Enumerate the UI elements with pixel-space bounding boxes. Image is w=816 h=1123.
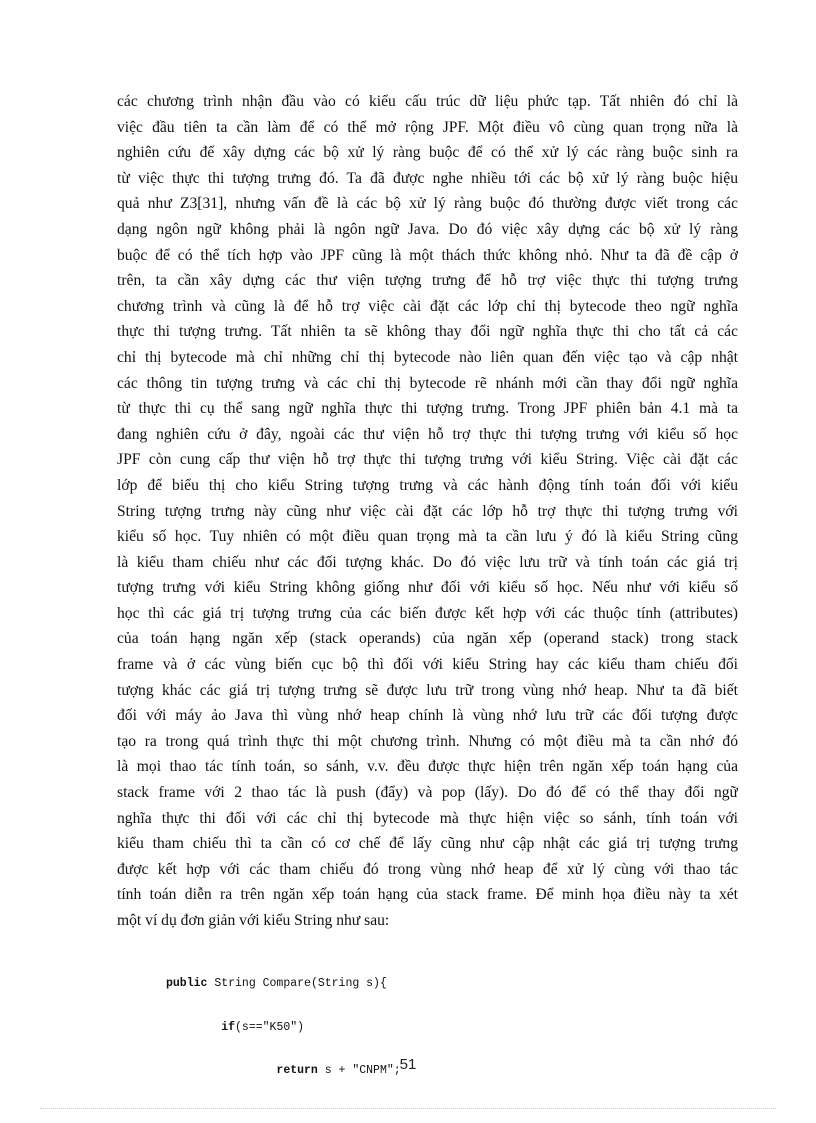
paragraph-line: dạng ngôn ngữ không phải là ngôn ngữ Java. Do đó việc xây dựng các bộ xử lý ràng: [117, 220, 738, 238]
body-paragraph: [117, 89, 738, 934]
paragraph-line: đang nghiên cứu ở đây, ngoài các thư viện hỗ trợ thực thi tượng trưng với kiểu số học: [117, 425, 738, 443]
code-indent: [166, 1021, 221, 1034]
paragraph-line: là mọi thao tác tính toán, so sánh, v.v. đều được thực hiện trên ngăn xếp toán hạng của: [117, 758, 738, 776]
code-line: [166, 1021, 401, 1036]
page-bottom-divider: [40, 1108, 776, 1109]
paragraph-line: từ thực thi cụ thể sang ngữ nghĩa thực thi tượng trưng. Trong JPF phiên bản 4.1 mà ta: [117, 400, 738, 418]
paragraph-line: stack frame với 2 thao tác là push (đẩy) và pop (lấy). Do đó để có thể thay đổi ngữ: [117, 784, 738, 802]
paragraph-line: tượng khác các giá trị tượng trưng sẽ được lưu trữ trong vùng nhớ heap. Như ta đã biết: [117, 681, 738, 699]
paragraph-line: từ việc thực thi tượng trưng đó. Ta đã được nghe nhiều tới các bộ xử lý ràng buộc hiệu: [117, 169, 738, 187]
code-snippet: [166, 948, 401, 1108]
paragraph-line: nghiên cứu để xây dựng các bộ xử lý ràng buộc để có thể xử lý các ràng buộc sinh ra: [117, 144, 738, 162]
paragraph-line: trên, ta cần xây dựng các thư viện tượng trưng để hỗ trợ việc thực thi tượng trưng: [117, 272, 738, 290]
code-keyword: if: [221, 1020, 236, 1034]
paragraph-line: String tượng trưng này cũng như việc cài đặt các lớp hỗ trợ thực thi tượng trưng với: [117, 502, 738, 520]
paragraph-line: chương trình và cũng là để hỗ trợ việc cài đặt các lớp chỉ thị bytecode theo ngữ nghĩa: [117, 297, 738, 315]
code-text: String Compare(String s){: [207, 977, 387, 990]
paragraph-line: các thông tin tượng trưng và các chỉ thị bytecode rẽ nhánh mới cần thay đổi ngữ nghĩa: [117, 374, 738, 392]
page-number: 51: [399, 1056, 417, 1073]
paragraph-line: buộc để có thể tích hợp vào JPF cũng là một thách thức không nhỏ. Như ta đã đề cập ở: [117, 246, 738, 264]
paragraph-line: của toán hạng ngăn xếp (stack operands) của ngăn xếp (operand stack) trong stack: [117, 630, 738, 648]
paragraph-line: nghĩa thực thi đối với các chỉ thị bytecode mà thực hiện việc so sánh, tính toán với: [117, 809, 738, 827]
paragraph-line: kiểu tham chiếu thì ta cần có cơ chế để lấy cũng như cập nhật các giá trị tượng trưng: [117, 835, 738, 853]
paragraph-line: việc đầu tiên ta cần làm để có thể mở rộng JPF. Một điều vô cùng quan trọng nữa là: [117, 118, 738, 136]
paragraph-line: frame và ở các vùng biến cục bộ thì đối với kiểu String hay các kiểu tham chiếu đối: [117, 656, 738, 674]
paragraph-line: tạo ra trong quá trình thực thi một chương trình. Nhưng có một điều mà ta cần nhớ đó: [117, 732, 738, 750]
paragraph-line: các chương trình nhận đầu vào có kiểu cấu trúc dữ liệu phức tạp. Tất nhiên đó chỉ là: [117, 93, 738, 110]
paragraph-line: là kiểu tham chiếu như các đối tượng khác. Do đó việc lưu trữ và tính toán các giá trị: [117, 553, 738, 571]
paragraph-line: thực thi tượng trưng. Tất nhiên ta sẽ không thay đổi ngữ nghĩa thực thi cho tất cả các: [117, 323, 738, 341]
paragraph-line: lớp để biểu thị cho kiểu String tượng trưng và các hành động tính toán đối với kiểu: [117, 476, 738, 494]
paragraph-line: tính toán diễn ra trên ngăn xếp toán hạng của stack frame. Để minh họa điều này ta xét: [117, 886, 738, 904]
code-text: s + "CNPM";: [317, 1064, 401, 1077]
paragraph-line: chỉ thị bytecode mà chỉ những chỉ thị bytecode nào liên quan đến việc tạo và cập nhật: [117, 348, 738, 366]
code-keyword: public: [166, 977, 208, 990]
paragraph-line: kiểu số học. Tuy nhiên có một điều quan trọng mà ta cần lưu ý đó là kiểu String cũng: [117, 528, 738, 546]
code-keyword: return: [276, 1064, 318, 1077]
paragraph-line: quả như Z3[31], nhưng vấn đề là các bộ xử lý ràng buộc đó thường được viết trong các: [117, 195, 738, 213]
paragraph-line: được kết hợp với các tham chiếu đó trong vùng nhớ heap để xử lý cùng với thao tác: [117, 860, 738, 878]
paragraph-line: tượng trưng với kiểu String không giống như đối với kiểu số học. Nếu như với kiểu số: [117, 579, 738, 597]
paragraph-line: một ví dụ đơn giản với kiểu String như sau:: [117, 912, 390, 929]
paragraph-line: học thì các giá trị tượng trưng của các biến được kết hợp với các thuộc tính (attributes): [117, 604, 738, 622]
code-text: (s=="K50"): [235, 1020, 305, 1034]
code-line: [166, 977, 401, 992]
paragraph-line: JPF còn cung cấp thư viện hỗ trợ thực thi tượng trưng với kiểu String. Việc cài đặt các: [117, 451, 738, 469]
paragraph-line: đối với máy ảo Java thì vùng nhớ heap chính là vùng nhớ lưu trữ các đối tượng được: [117, 707, 738, 725]
